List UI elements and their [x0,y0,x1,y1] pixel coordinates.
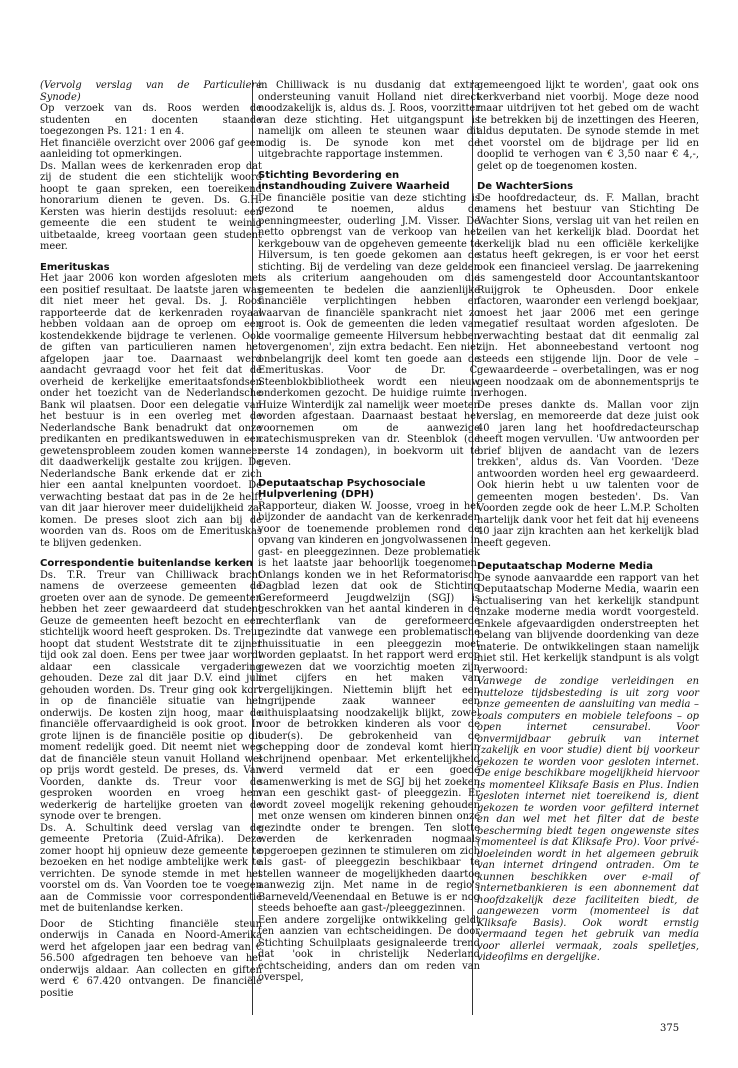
paragraph: Ds. T.R. Treur van Chilliwack bracht namens de overzeese gemeenten de groeten over aan de synode. De gemeenten hebben het zeer gewaardeerd dat student Geuze de gemeenten heeft bezocht en een stichtelijk woord heeft gesproken. Ds. Treur hoopt dat student Weststrate dit te zijner tijd ook zal doen. Eens per twee jaar wordt aldaar een classicale vergadering gehouden. Deze zal dit jaar D.V. eind juli gehouden worden. Ds. Treur ging ook kort in op de financiële situatie van het onderwijs. De kosten zijn hoog, maar de financiële offervaardigheid is ook groot. In grote lijnen is de financiële positie op dit moment redelijk goed. Dit neemt niet weg dat de financiële steun vanuit Holland wel op prijs wordt gesteld. De preses, ds. Van Voorden, dankte ds. Treur voor de gesproken woorden en vroeg hem wederkerig de hartelijke groeten van de synode over te brengen. [40,569,262,822]
paragraph: De financiële positie van deze stichting is gezond te noemen, aldus de penningmeester, ouderling J.M. Visser. De netto opbrengst van de verkoop van het kerkgebouw van de opgeheven gemeente te Hilversum, is ten goede gekomen aan de stichting. Bij de verdeling van deze gelden is als criterium aangehouden om die gemeenten te bedelen die aanzienlijke financiële verplichtingen hebben en waarvan de financiële spankracht niet zo groot is. Ook de gemeenten die leden van de voormalige gemeente Hilversum hebben 'overgenomen', zijn extra bedacht. Een niet onbelangrijk deel komt ten goede aan de Emerituskas. Voor de Dr. C. Steenblokbibliotheek wordt een nieuw onderkomen gezocht. De huidige ruimte in Huize Winterdijk zal namelijk weer moeten worden afgestaan. Daarnaast bestaat het voornemen om de aanwezige catechismuspreken van dr. Steenblok (de eerste 14 zondagen), in boekvorm uit te geven. [258,192,480,468]
paragraph: Het financiële overzicht over 2006 gaf geen aanleiding tot opmerkingen. [40,137,262,160]
paragraph: Het jaar 2006 kon worden afgesloten met een positief resultaat. De laatste jaren was dit niet meer het geval. Ds. J. Roos rapporteerde dat de kerkenraden royaal hebben voldaan aan de oproep om een kostendekkende bijdrage te verlenen. Ook de giften van particulieren namen het afgelopen jaar toe. Daarnaast werd aandacht gevraagd voor het feit dat de overheid de kerkelijke emeritaatsfondsen onder het toezicht van de Nederlandsche Bank wil plaatsen. Door een delegatie van het bestuur is in een overleg met de Nederlandsche Bank benadrukt dat onze predikanten en predikantsweduwen in een gewetensprobleem zouden komen wanneer dit daadwerkelijk gestalte zou krijgen. De Nederlandsche Bank erkende dat er zich hier een aantal knelpunten voordoet. De verwachting bestaat dat pas in de 2e helft van dit jaar hierover meer duidelijkheid zal komen. De preses sloot zich aan bij de woorden van ds. Roos om de Emerituskas te blijven gedenken. [40,273,262,549]
text-column-3 [477,80,699,964]
section-heading: Correspondentie buitenlandse kerken [40,558,253,569]
text-column-2 [258,80,480,984]
paragraph: gemeengoed lijkt te worden', gaat ook ons kerkverband niet voorbij. Moge deze nood maar uitdrijven tot het gebed om de wacht te betrekken bij de inzettingen des Heeren, aldus deputaten. De synode stemde in met het voorstel om de bijdrage per lid en dooplid te verhogen van € 3,50 naar € 4,-, gelet op de toegenomen kosten. [477,80,699,172]
quoted-standpoint: Vanwege de zondige verleidingen en nutteloze tijdsbesteding is uit zorg voor onze gemeenten de aansluiting van media – zoals computers en mobiele telefoons – op open internet censurabel. Voor onvermijdbaar gebruik van internet (zakelijk en voor studie) dient bij voorkeur gekozen te worden voor gesloten internet. De enige beschikbare mogelijkheid hiervoor is momenteel Kliksafe Basis en Plus. Indien gesloten internet niet toereikend is, dient gekozen te worden voor gefilterd internet en dan wel met het filter dat de beste bescherming biedt tegen ongewenste sites (momenteel is dat Kliksafe Pro). Voor privé-doeleinden wordt in het algemeen gebruik van internet dringend ontraden. Om te kunnen beschikken over e-mail of internetbankieren is een abonnement dat hoofdzakelijk deze faciliteiten biedt, de aangewezen vorm (momenteel is dat Kliksafe Basis). Ook wordt ernstig vermaand tegen het gebruik van media voor allerlei vermaak, zoals spelletjes, videofilms en dergelijke. [477,676,699,963]
paragraph: Ds. Mallan wees de kerkenraden erop dat zij de student die een stichtelijk woord hoopt te gaan spreken, een toereikend honorarium dienen te geven. Ds. G.H. Kersten was hierin destijds resoluut: een gemeente die een student te weinig uitbetaalde, kreeg voortaan geen student meer. [40,160,262,252]
paragraph: Een andere zorgelijke ontwikkeling geldt ten aanzien van echtscheidingen. De door Stichting Schuilplaats gesignaleerde trend dat 'ook in christelijk Nederland echtscheiding, anders dan om reden van overspel, [258,914,480,983]
section-heading: Deputaatschap Moderne Media [477,561,653,572]
paragraph: Door de Stichting financiële steun onderwijs in Canada en Noord-Amerika werd het afgelopen jaar een bedrag van € 56.500 afgedragen ten behoeve van het onderwijs aldaar. Aan collecten en giften werd € 67.420 ontvangen. De financiële positie [40,918,262,999]
continued-note: (Vervolg verslag van de Particuliere Synode) [40,80,262,103]
paragraph: Rapporteur, diaken W. Joosse, vroeg in het bijzonder de aandacht van de kerkenraden voor de toenemende problemen rond de opvang van kinderen en jongvolwassenen in gast- en pleeggezinnen. Deze problematiek is het laatste jaar behoorlijk toegenomen. Onlangs konden we in het Reformatorisch Dagblad lezen dat ook de Stichting Gereformeerd Jeugdwelzijn (SGJ) is geschrokken van het aantal kinderen in de rechterflank van de gereformeerde gezindte dat vanwege een problematische thuissituatie in een pleeggezin moet worden geplaatst. In het rapport werd erop gewezen dat we voorzichtig moeten zijn met cijfers en het maken van vergelijkingen. Niettemin blijft het een ingrijpende zaak wanneer een uithuisplaatsing noodzakelijk blijkt, zowel voor de betrokken kinderen als voor de ouder(s). De gebrokenheid van de schepping door de zondeval komt hierin schrijnend openbaar. Met erkentelijkheid werd vermeld dat er een goede samenwerking is met de SGJ bij het zoeken van een geschikt gast- of pleeggezin. Er wordt zoveel mogelijk rekening gehouden met onze wensen om kinderen binnen onze gezindte onder te brengen. Ten slotte werden de kerkenraden nogmaals opgeroepen gezinnen te stimuleren om zich als gast- of pleeggezin beschikbaar te stellen wanneer de mogelijkheden daartoe aanwezig zijn. Met name in de regio's Barneveld/Veenendaal en Betuwe is er nog steeds behoefte aan gast-/pleeggezinnen. [258,500,480,914]
section-heading: Stichting Bevordering en instandhouding Zuivere Waarheid [258,169,450,192]
section-heading: De WachterSions [477,181,574,192]
paragraph: Op verzoek van ds. Roos werden de studenten en docenten staande toegezongen Ps. 121: 1 en 4. [40,103,262,137]
paragraph: De hoofdredacteur, ds. F. Mallan, bracht namens het bestuur van Stichting De Wachter Sions, verslag uit van het reilen en zeilen van het kerkelijk blad. Doordat het kerkelijk blad nu een officiële kerkelijke status heeft gekregen, is er voor het eerst ook een financieel verslag. De jaarrekening is samengesteld door Accountantskantoor Ruijgrok te Opheusden. Door enkele factoren, waaronder een verlengd boekjaar, moest het jaar 2006 met een geringe negatief resultaat worden afgesloten. De verwachting bestaat dat dit eenmalig zal zijn. Het abonneebestand vertoont nog steeds een stijgende lijn. Door de vele – gewaardeerde – overbetalingen, was er nog geen noodzaak om de abonnementsprijs te verhogen. [477,192,699,399]
page-number: 375 [660,1023,680,1034]
paragraph: in Chilliwack is nu dusdanig dat extra ondersteuning vanuit Holland niet direct noodzakelijk is, aldus ds. J. Roos, voorzitter van deze stichting. Het uitgangspunt is namelijk om alleen te steunen waar dit nodig is. De synode kon met de uitgebrachte rapportage instemmen. [258,80,480,160]
section-heading: Deputaatschap Psychosociale Hulpverlening (DPH) [258,477,426,500]
paragraph: De synode aanvaardde een rapport van het Deputaatschap Moderne Media, waarin een actualisering van het kerkelijk standpunt inzake moderne media wordt voorgesteld. Enkele afgevaardigden onderstreepten het belang van blijvende doordenking van deze materie. De ontwikkelingen staan namelijk niet stil. Het kerkelijk standpunt is als volgt verwoord: [477,572,699,676]
text-column-1 [40,80,262,999]
section-heading: Emerituskas [40,261,110,273]
paragraph: De preses dankte ds. Mallan voor zijn verslag, en memoreerde dat deze juist ook 40 jaren lang het hoofdredacteurschap heeft mogen vervullen. 'Uw antwoorden per brief blijven de aandacht van de lezers trekken', aldus ds. Van Voorden. 'Deze antwoorden worden heel erg gewaardeerd. Ook hierin hebt u uw talenten voor de gemeenten mogen besteden'. Ds. Van Voorden zegde ook de heer L.M.P. Scholten hartelijk dank voor het feit dat hij eveneens 40 jaar zijn krachten aan het kerkelijk blad heeft gegeven. [477,399,699,549]
paragraph: Ds. A. Schultink deed verslag van de gemeente Pretoria (Zuid-Afrika). Deze zomer hoopt hij opnieuw deze gemeente te bezoeken en het nodige ambtelijke werk te verrichten. De synode stemde in met het voorstel om ds. Van Voorden toe te voegen aan de Commissie voor correspondentie met de buitenlandse kerken. [40,822,262,914]
